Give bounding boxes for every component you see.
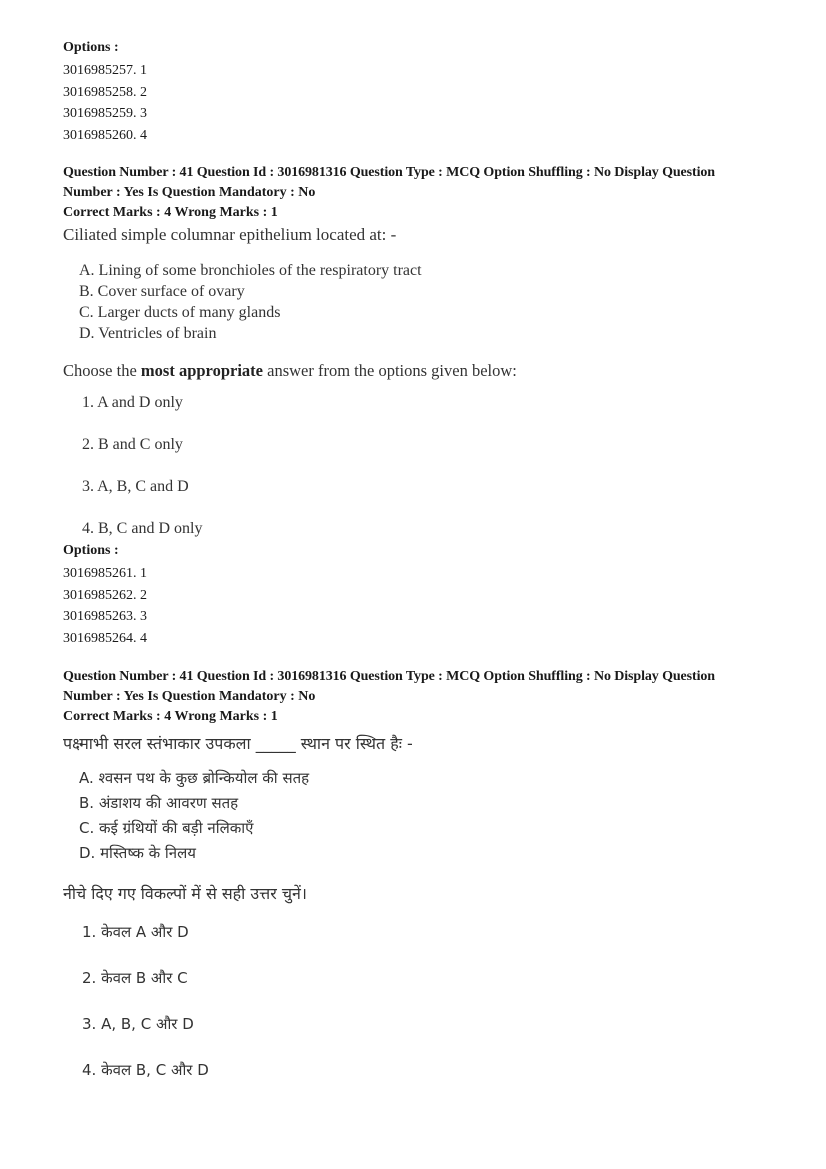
answer-item: 2. B and C only [82,435,183,453]
statement-item: B. Cover surface of ovary [79,282,245,300]
option-item: 3016985259. 3 [63,106,147,122]
statement-list [79,260,783,344]
document-page [63,38,783,1082]
statement-list [79,766,783,866]
question-header-line1: Question Number : 41 Question Id : 3016981316 Question Type : MCQ Option Shuffling : No Display Question [63,668,715,684]
answer-list [82,920,783,1082]
options-label: Options : [63,542,119,558]
answer-item: 3. A, B, C और D [82,1014,194,1033]
answer-item: 3. A, B, C and D [82,477,189,495]
question-marks: Correct Marks : 4 Wrong Marks : 1 [63,204,278,220]
question-text: पक्ष्माभी सरल स्तंभाकार उपकला _____ स्थान पर स्थित हैः - [63,733,413,753]
question-block-hindi [63,667,783,1082]
question-text: Ciliated simple columnar epithelium located at: - [63,224,397,244]
answer-item: 4. केवल B, C और D [82,1060,209,1079]
option-item: 3016985264. 4 [63,630,147,646]
option-item: 3016985263. 3 [63,609,147,625]
question-header-line2: Number : Yes Is Question Mandatory : No [63,184,316,200]
answer-item: 2. केवल B और C [82,968,188,987]
statement-item: C. कई ग्रंथियों की बड़ी नलिकाएँ [79,818,254,837]
option-item: 3016985261. 1 [63,565,147,581]
statement-item: D. Ventricles of brain [79,324,217,342]
options-label: Options : [63,40,119,55]
top-options [63,38,783,147]
answer-item: 1. A and D only [82,393,183,411]
question-block-english [63,163,783,650]
answer-item: 4. B, C and D only [82,519,203,537]
option-item: 3016985260. 4 [63,128,147,144]
statement-item: D. मस्तिष्क के निलय [79,843,196,862]
question-header-line2: Number : Yes Is Question Mandatory : No [63,688,316,704]
answer-item: 1. केवल A और D [82,922,189,941]
option-item: 3016985257. 1 [63,63,147,78]
option-item: 3016985258. 2 [63,84,147,100]
question-marks: Correct Marks : 4 Wrong Marks : 1 [63,708,278,724]
statement-item: A. Lining of some bronchioles of the respiratory tract [79,261,422,279]
statement-item: C. Larger ducts of many glands [79,303,281,321]
choose-emphasis: most appropriate [140,360,263,380]
answer-list [82,392,783,539]
question-header-line1: Question Number : 41 Question Id : 3016981316 Question Type : MCQ Option Shuffling : No Display Question [63,164,715,180]
choose-instruction: नीचे दिए गए विकल्पों में से सही उत्तर चुनें। [63,883,307,903]
option-item: 3016985262. 2 [63,587,147,603]
choose-instruction: Choose the most appropriate answer from the options given below: [63,360,517,380]
statement-item: A. श्वसन पथ के कुछ ब्रोन्कियोल की सतह [79,768,310,787]
statement-item: B. अंडाशय की आवरण सतह [79,793,239,812]
